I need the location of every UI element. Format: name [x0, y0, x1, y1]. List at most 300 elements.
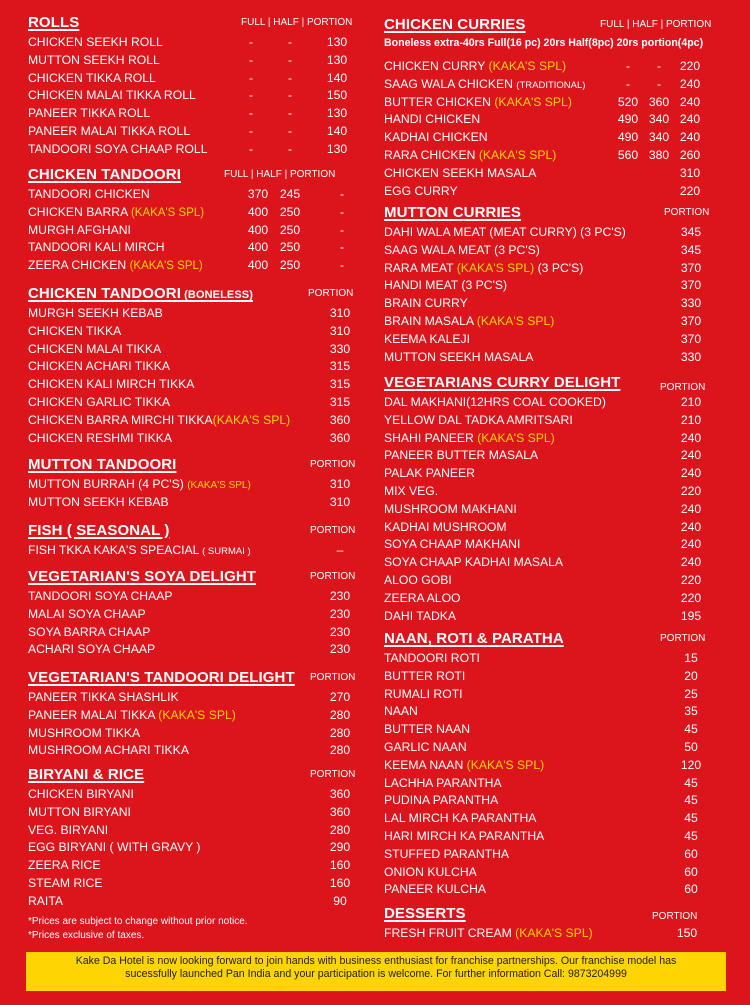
menu-item [384, 828, 732, 846]
special-tag: (KAKA'S SPL) [187, 480, 251, 491]
item-name: CHICKEN SEEKH MASALA [384, 165, 537, 180]
price-portion: 330 [329, 341, 351, 356]
item-name: STUFFED PARANTHA [384, 846, 510, 861]
menu-item [28, 542, 368, 560]
price-full: 400 [247, 204, 269, 219]
menu-item [28, 305, 368, 323]
section-title: CHICKEN TANDOORI [28, 166, 181, 183]
special-tag: (KAKA'S SPL) [488, 59, 567, 73]
menu-item [28, 839, 368, 857]
price-portion: 345 [680, 242, 702, 257]
column-header: PORTION [310, 525, 356, 536]
item-name: TANDOORI ROTI [384, 651, 480, 665]
price-portion: 150 [676, 926, 698, 940]
special-tag: (KAKA'S SPL) [466, 757, 545, 772]
menu-item [384, 703, 732, 721]
section-title: VEGETARIAN'S SOYA DELIGHT [28, 568, 257, 585]
menu-item [384, 147, 732, 165]
price-portion: 15 [684, 651, 698, 665]
price-portion: 315 [329, 359, 351, 374]
price-portion: 330 [680, 296, 702, 311]
price-full: 490 [617, 130, 639, 145]
price-full: - [248, 88, 254, 103]
menu-item [28, 323, 368, 341]
menu-item [384, 94, 732, 112]
item-name: TANDOORI SOYA CHAAP ROLL [28, 141, 208, 156]
menu-item [28, 186, 368, 204]
item-name: CHICKEN BARRA MIRCHI TIKKA(KAKA'S SPL) [28, 412, 291, 427]
price-portion: 270 [329, 690, 351, 704]
price-portion: 50 [684, 739, 698, 754]
item-name: ACHARI SOYA CHAAP [28, 642, 156, 657]
menu-item [384, 668, 732, 686]
price-portion: 360 [329, 787, 351, 801]
price-portion: 20 [684, 668, 698, 683]
item-name: YELLOW DAL TADKA AMRITSARI [384, 412, 573, 427]
item-name: CHICKEN ACHARI TIKKA [28, 359, 170, 374]
item-name: TANDOORI SOYA CHAAP [28, 589, 173, 603]
price-full: 490 [617, 112, 639, 127]
column-header: PORTION [660, 633, 706, 644]
item-name: ALOO GOBI [384, 572, 452, 587]
menu-item [28, 239, 368, 257]
item-name: RARA MEAT (KAKA'S SPL) (3 PC'S) [384, 260, 584, 275]
menu-item [28, 105, 368, 123]
menu-item [384, 590, 732, 608]
price-full: - [248, 106, 254, 121]
item-name: PANEER TIKKA ROLL [28, 106, 151, 121]
item-name: MUSHROOM MAKHANI [384, 501, 517, 516]
item-name: CHICKEN BARRA (KAKA'S SPL) [28, 204, 205, 219]
menu-item [384, 501, 732, 519]
item-name: DAHI TADKA [384, 608, 457, 623]
column-header: PORTION [660, 382, 706, 393]
item-name: BUTTER NAAN [384, 722, 470, 737]
price-full: - [248, 35, 254, 49]
menu-item [384, 519, 732, 537]
section-title: DESSERTS [384, 905, 466, 922]
item-name: RAITA [28, 893, 63, 908]
menu-item [28, 875, 368, 893]
price-full: 400 [247, 258, 269, 273]
price-half: - [287, 52, 293, 67]
price-portion: 130 [326, 35, 348, 49]
item-name: MUTTON SEEKH MASALA [384, 349, 534, 364]
boneless-note: Boneless extra-40rs Full(16 pc) 20rs Half(8pc) 20rs portion(4pc) [384, 37, 704, 49]
item-name: SAAG WALA MEAT (3 PC'S) [384, 242, 540, 257]
price-full: 370 [247, 187, 269, 201]
item-name: MUTTON BURRAH (4 PC'S) (KAKA'S SPL) [28, 477, 251, 491]
price-portion: 45 [684, 828, 698, 843]
item-name: PANEER TIKKA SHASHLIK [28, 690, 179, 704]
price-half: 250 [279, 222, 301, 237]
item-name: KEEMA KALEJI [384, 331, 471, 346]
item-name: MIX VEG. [384, 483, 439, 498]
price-portion: 220 [680, 590, 702, 605]
price-half: - [656, 59, 662, 73]
price-portion: 360 [329, 412, 351, 427]
price-full: - [248, 52, 254, 67]
price-portion: 130 [326, 141, 348, 156]
special-tag: (KAKA'S SPL) [515, 926, 593, 940]
item-name: PANEER MALAI TIKKA ROLL [28, 123, 191, 138]
menu-item [384, 686, 732, 704]
price-portion: 130 [326, 106, 348, 121]
item-name: BUTTER CHICKEN (KAKA'S SPL) [384, 94, 572, 109]
note-prices-tax: *Prices exclusive of taxes. [28, 930, 145, 941]
item-name: FISH TKKA KAKA'S SPEACIAL ( SURMAI ) [28, 543, 251, 557]
item-name: CHICKEN MALAI TIKKA [28, 341, 162, 356]
menu-item [28, 341, 368, 359]
item-name: KADHAI MUSHROOM [384, 519, 507, 534]
menu-item [28, 476, 368, 494]
item-name: HANDI CHICKEN [384, 112, 481, 127]
item-name: EGG BIRYANI ( WITH GRAVY ) [28, 840, 201, 855]
item-name: MUTTON SEEKH ROLL [28, 52, 160, 67]
section-veg-tandoori [28, 669, 368, 760]
item-name: CHICKEN RESHMI TIKKA [28, 430, 173, 445]
price-portion: 210 [680, 395, 702, 409]
section-title: VEGETARIAN'S TANDOORI DELIGHT [28, 669, 295, 686]
price-portion: 280 [329, 725, 351, 740]
price-portion: 220 [680, 483, 702, 498]
section-soya [28, 568, 368, 659]
price-portion: 240 [679, 130, 701, 145]
price-half: - [287, 106, 293, 121]
price-portion: 240 [680, 466, 702, 481]
menu-item [28, 358, 368, 376]
item-name: BRAIN CURRY [384, 296, 468, 311]
price-portion: - [339, 258, 345, 273]
menu-item [384, 864, 732, 882]
item-name: MUSHROOM TIKKA [28, 725, 141, 740]
menu-item [28, 804, 368, 822]
price-half: 250 [279, 258, 301, 273]
item-name: DAL MAKHANI(12HRS COAL COOKED) [384, 395, 606, 409]
item-name: ZEERA RICE [28, 858, 101, 873]
menu-item [28, 430, 368, 448]
menu-item [384, 313, 732, 331]
special-tag: (KAKA'S SPL) [494, 94, 572, 109]
menu-item [28, 394, 368, 412]
menu-item [384, 412, 732, 430]
menu-item [384, 183, 732, 201]
price-portion: 25 [684, 686, 698, 701]
item-name: MUTTON SEEKH KEBAB [28, 494, 169, 509]
menu-item [28, 707, 368, 725]
menu-item [28, 588, 368, 606]
price-portion: 345 [680, 225, 702, 239]
item-name: RARA CHICKEN (KAKA'S SPL) [384, 147, 557, 162]
item-name: GARLIC NAAN [384, 739, 467, 754]
price-full: - [248, 141, 254, 156]
item-name: DAHI WALA MEAT (MEAT CURRY) (3 PC'S) [384, 225, 626, 239]
special-tag: (KAKA'S SPL) [212, 412, 291, 427]
section-biryani [28, 766, 368, 911]
menu-item [384, 792, 732, 810]
price-portion: 315 [329, 377, 351, 392]
item-name: EGG CURRY [384, 183, 458, 198]
price-portion: 140 [326, 123, 348, 138]
item-name: SOYA CHAAP KADHAI MASALA [384, 555, 564, 570]
note-prices-change: *Prices are subject to change without prior notice. [28, 916, 248, 927]
price-portion: 120 [680, 757, 702, 772]
item-name: HARI MIRCH KA PARANTHA [384, 828, 545, 843]
item-name: SAAG WALA CHICKEN (TRADITIONAL) [384, 76, 586, 91]
item-name: PUDINA PARANTHA [384, 793, 499, 808]
menu-item [28, 204, 368, 222]
price-half: - [287, 35, 293, 49]
special-tag: (KAKA'S SPL) [476, 313, 555, 328]
menu-item [384, 608, 732, 626]
menu-item [384, 76, 732, 94]
price-full: 400 [247, 222, 269, 237]
column-header: PORTION [308, 288, 354, 299]
price-half: 250 [279, 240, 301, 255]
menu-item [28, 689, 368, 707]
price-full: 400 [247, 240, 269, 255]
section-mutton-curries [384, 204, 732, 366]
column-header: PORTION [664, 207, 710, 218]
section-title: NAAN, ROTI & PARATHA [384, 630, 564, 647]
price-portion: 240 [679, 76, 701, 91]
price-portion: 60 [684, 882, 698, 897]
price-portion: 220 [680, 572, 702, 587]
menu-item [384, 465, 732, 483]
price-portion: 370 [680, 278, 702, 293]
special-tag: (KAKA'S SPL) [456, 260, 535, 275]
menu-item [28, 257, 368, 275]
section-title: MUTTON CURRIES [384, 204, 521, 221]
price-half: - [287, 70, 293, 85]
price-portion: 220 [679, 59, 701, 73]
price-portion: 240 [679, 112, 701, 127]
menu-item [384, 349, 732, 367]
menu-item [28, 624, 368, 642]
price-portion: 230 [329, 606, 351, 621]
menu-item [28, 70, 368, 88]
item-name: CHICKEN TIKKA ROLL [28, 70, 156, 85]
item-name: VEG. BIRYANI [28, 822, 109, 837]
item-name: KEEMA NAAN (KAKA'S SPL) [384, 757, 545, 772]
section-title: CHICKEN TANDOORI (BONELESS) [28, 285, 253, 302]
price-portion: 280 [329, 707, 351, 722]
section-title: CHICKEN CURRIES [384, 16, 526, 33]
price-portion: 280 [329, 743, 351, 758]
price-portion: - [339, 187, 345, 201]
price-portion: - [339, 222, 345, 237]
menu-item [384, 775, 732, 793]
menu-item [28, 412, 368, 430]
item-name: CHICKEN SEEKH ROLL [28, 35, 163, 49]
menu-item [28, 376, 368, 394]
item-name: STEAM RICE [28, 875, 103, 890]
item-name: PANEER BUTTER MASALA [384, 448, 539, 463]
section-title: MUTTON TANDOORI [28, 456, 177, 473]
menu-item [384, 447, 732, 465]
item-name: RUMALI ROTI [384, 686, 463, 701]
item-name: MUTTON BIRYANI [28, 804, 131, 819]
franchise-banner [26, 952, 726, 991]
price-half: 340 [648, 130, 670, 145]
price-portion: 210 [680, 412, 702, 427]
menu-item [384, 881, 732, 899]
price-portion: 130 [326, 52, 348, 67]
item-name: BUTTER ROTI [384, 668, 466, 683]
menu-item [384, 129, 732, 147]
item-name: SHAHI PANEER (KAKA'S SPL) [384, 430, 555, 445]
item-name: LACHHA PARANTHA [384, 775, 502, 790]
price-portion: 60 [684, 846, 698, 861]
menu-item [28, 641, 368, 659]
item-name: SOYA BARRA CHAAP [28, 624, 151, 639]
menu-item [384, 810, 732, 828]
menu-item [384, 58, 732, 76]
menu-item [384, 925, 732, 943]
column-header: PORTION [310, 571, 356, 582]
price-portion: 45 [684, 775, 698, 790]
item-name: CHICKEN BIRYANI [28, 787, 134, 801]
special-tag: (KAKA'S SPL) [158, 707, 236, 722]
menu-item [384, 394, 732, 412]
price-portion: 45 [684, 811, 698, 826]
price-full: - [625, 59, 631, 73]
price-portion: – [336, 543, 344, 557]
price-portion: 160 [329, 875, 351, 890]
price-half: 380 [648, 147, 670, 162]
section-chicken-tandoori [28, 166, 368, 275]
section-title: FISH ( SEASONAL ) [28, 522, 170, 539]
item-name: CHICKEN CURRY (KAKA'S SPL) [384, 59, 567, 73]
menu-item [384, 224, 732, 242]
item-name: FRESH FRUIT CREAM (KAKA'S SPL) [384, 926, 593, 940]
price-portion: 35 [684, 704, 698, 719]
column-header: PORTION [310, 672, 356, 683]
section-title: VEGETARIANS CURRY DELIGHT [384, 374, 621, 391]
franchise-text-line1: Kake Da Hotel is now looking forward to join hands with business enthusiast for franchise partnerships. Our franchise model has [75, 955, 677, 967]
price-portion: 360 [329, 804, 351, 819]
price-portion: 220 [679, 183, 701, 198]
menu-item [384, 650, 732, 668]
menu-item [384, 739, 732, 757]
menu-item [384, 572, 732, 590]
item-name: MURGH AFGHANI [28, 222, 131, 237]
special-tag: (KAKA'S SPL) [478, 147, 557, 162]
franchise-text-line2: sucessfully launched Pan India and your participation is welcome. For further information Call: 9873204999 [125, 968, 627, 980]
price-portion: 310 [329, 494, 351, 509]
section-title: BIRYANI & RICE [28, 766, 145, 783]
price-portion: 240 [680, 430, 702, 445]
price-portion: 60 [684, 864, 698, 879]
item-name: ZEERA ALOO [384, 590, 461, 605]
price-portion: 160 [329, 858, 351, 873]
price-portion: 260 [679, 147, 701, 162]
price-full: - [625, 76, 631, 91]
menu-item [384, 331, 732, 349]
price-portion: 90 [333, 893, 347, 908]
menu-item [384, 536, 732, 554]
price-full: 520 [617, 94, 639, 109]
price-portion: - [339, 204, 345, 219]
menu-item [28, 52, 368, 70]
menu-item [28, 822, 368, 840]
price-full: - [248, 70, 254, 85]
column-header: FULL | HALF | PORTION [600, 19, 712, 30]
price-portion: 240 [680, 519, 702, 534]
menu-item [28, 34, 368, 52]
item-name: ZEERA CHICKEN (KAKA'S SPL) [28, 258, 203, 273]
item-name: CHICKEN TIKKA [28, 323, 122, 338]
price-portion: 240 [680, 448, 702, 463]
price-portion: 230 [329, 642, 351, 657]
menu-item [28, 222, 368, 240]
section-veg-curry [384, 374, 732, 625]
menu-item [28, 786, 368, 804]
item-name: CHICKEN MALAI TIKKA ROLL [28, 88, 196, 103]
price-portion: 370 [680, 331, 702, 346]
menu-item [384, 111, 732, 129]
item-name: PALAK PANEER [384, 466, 475, 481]
price-portion: 315 [329, 394, 351, 409]
item-name: MUSHROOM ACHARI TIKKA [28, 743, 189, 758]
price-half: 250 [279, 204, 301, 219]
price-full: - [248, 123, 254, 138]
price-portion: 370 [680, 260, 702, 275]
price-portion: 140 [326, 70, 348, 85]
menu-item [384, 430, 732, 448]
price-portion: 195 [680, 608, 702, 623]
special-tag: (KAKA'S SPL) [129, 260, 203, 273]
item-name: LAL MIRCH KA PARANTHA [384, 811, 537, 826]
price-portion: 330 [680, 349, 702, 364]
menu-item [28, 725, 368, 743]
section-rolls [28, 14, 368, 159]
column-header: FULL | HALF | PORTION [241, 17, 353, 28]
item-name: HANDI MEAT (3 PC'S) [384, 278, 508, 293]
price-half: 245 [279, 187, 301, 201]
section-chicken-tandoori-boneless [28, 285, 368, 447]
price-portion: 310 [679, 165, 701, 180]
special-tag: (KAKA'S SPL) [130, 206, 205, 219]
price-half: - [287, 123, 293, 138]
item-name: CHICKEN GARLIC TIKKA [28, 394, 170, 409]
item-name: PANEER KULCHA [384, 882, 487, 897]
price-full: 560 [617, 147, 639, 162]
menu-item [28, 494, 368, 512]
section-fish [28, 522, 368, 560]
section-mutton-tandoori [28, 456, 368, 512]
menu-item [384, 721, 732, 739]
price-portion: 45 [684, 722, 698, 737]
price-half: - [287, 141, 293, 156]
price-portion: 370 [680, 313, 702, 328]
menu-item [28, 742, 368, 760]
menu-item [384, 165, 732, 183]
price-portion: 240 [679, 94, 701, 109]
item-name: TANDOORI KALI MIRCH [28, 240, 165, 255]
item-name: MURGH SEEKH KEBAB [28, 306, 163, 320]
price-portion: - [339, 240, 345, 255]
menu-item [28, 893, 368, 911]
menu-item [384, 277, 732, 295]
item-name: PANEER MALAI TIKKA (KAKA'S SPL) [28, 707, 236, 722]
price-half: - [287, 88, 293, 103]
menu-item [28, 606, 368, 624]
price-portion: 280 [329, 822, 351, 837]
item-name: KADHAI CHICKEN [384, 130, 488, 145]
menu-item [384, 483, 732, 501]
column-header: PORTION [310, 459, 356, 470]
